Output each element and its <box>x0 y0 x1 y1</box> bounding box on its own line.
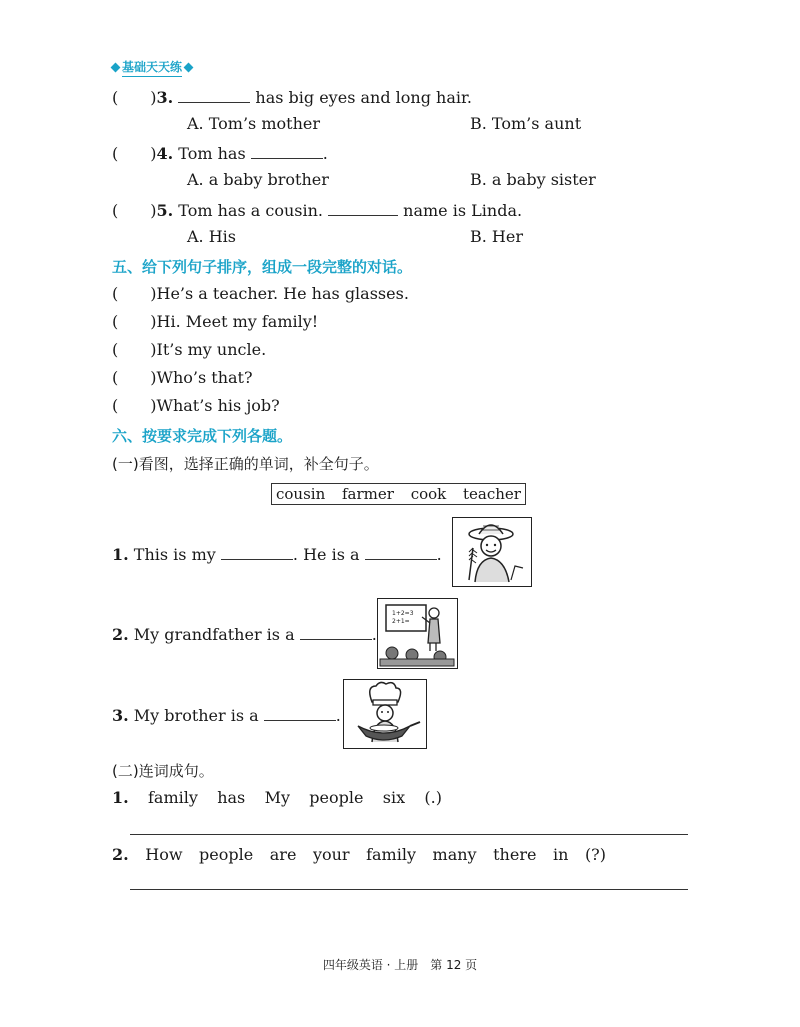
question-number: 4. <box>156 144 174 163</box>
scramble-word: are <box>269 845 297 864</box>
option-b: B. a baby sister <box>470 170 596 189</box>
section-6-title: 六、按要求完成下列各题。 <box>112 427 293 445</box>
scramble-word: family <box>366 845 416 864</box>
question-text: Tom has <box>173 144 251 163</box>
answer-paren[interactable]: ( ) <box>112 201 157 220</box>
dialogue-item <box>112 312 318 332</box>
scramble-sentence-2 <box>112 845 606 865</box>
picture-question-2 <box>112 623 377 645</box>
answer-blank[interactable] <box>178 86 250 103</box>
dialogue-text: Hi. Meet my family! <box>156 312 319 331</box>
scramble-word: many <box>432 845 477 864</box>
diamond-icon <box>184 63 194 73</box>
word-bank-item: farmer <box>342 485 394 503</box>
scramble-word: My <box>264 788 290 807</box>
order-paren[interactable]: ( ) <box>112 284 157 303</box>
answer-blank[interactable] <box>221 543 293 560</box>
question-text: . He is a <box>292 545 365 564</box>
answer-blank[interactable] <box>264 704 336 721</box>
option-a: A. His <box>187 227 237 246</box>
picture-question-3 <box>112 704 341 726</box>
dialogue-text: He’s a teacher. He has glasses. <box>156 284 409 303</box>
word-bank-item: teacher <box>463 485 521 503</box>
question-number: 3. <box>156 88 174 107</box>
diamond-icon <box>111 63 121 73</box>
part-1-title: (一)看图，选择正确的单词，补全句子。 <box>112 455 379 473</box>
scramble-word: How <box>145 845 183 864</box>
order-paren[interactable]: ( ) <box>112 396 157 415</box>
question-number: 1. <box>112 545 129 564</box>
teacher-illustration <box>378 599 456 667</box>
picture-question-1 <box>112 543 442 565</box>
question-5 <box>112 199 522 221</box>
word-bank-item: cousin <box>276 485 326 503</box>
question-text: . <box>335 706 341 725</box>
scramble-word: people <box>199 845 254 864</box>
svg-text:2+1=: 2+1= <box>392 618 410 625</box>
dialogue-text: What’s his job? <box>156 396 280 415</box>
order-paren[interactable]: ( ) <box>112 340 157 359</box>
answer-line[interactable] <box>130 889 688 890</box>
scramble-word: there <box>493 845 537 864</box>
question-number: 1. <box>112 788 129 807</box>
answer-blank[interactable] <box>251 142 323 159</box>
option-b: B. Her <box>470 227 523 246</box>
scramble-word: family <box>148 788 198 807</box>
answer-paren[interactable]: ( ) <box>112 144 157 163</box>
question-3 <box>112 86 472 108</box>
answer-line[interactable] <box>130 834 688 835</box>
question-number: 2. <box>112 625 129 644</box>
order-paren[interactable]: ( ) <box>112 312 157 331</box>
dialogue-item <box>112 368 253 388</box>
question-text: . <box>371 625 377 644</box>
question-text: . <box>436 545 442 564</box>
word-bank-item: cook <box>410 485 447 503</box>
question-text: This is my <box>128 545 221 564</box>
question-text: has big eyes and long hair. <box>250 88 472 107</box>
question-4 <box>112 142 328 164</box>
option-a: A. a baby brother <box>187 170 329 189</box>
svg-text:1+2=3: 1+2=3 <box>392 610 414 617</box>
scramble-word: people <box>309 788 364 807</box>
scramble-word: six <box>382 788 406 807</box>
question-number: 3. <box>112 706 129 725</box>
option-a: A. Tom’s mother <box>187 114 320 133</box>
cook-picture <box>343 679 427 749</box>
word-bank <box>271 483 526 505</box>
section-tag <box>112 58 192 77</box>
page-footer: 四年级英语 · 上册 第 12 页 <box>322 958 478 972</box>
question-text: My grandfather is a <box>128 625 300 644</box>
farmer-picture <box>452 517 532 587</box>
answer-blank[interactable] <box>365 543 437 560</box>
order-paren[interactable]: ( ) <box>112 368 157 387</box>
teacher-picture <box>377 598 458 669</box>
dialogue-item <box>112 340 266 360</box>
farmer-illustration <box>453 518 530 585</box>
option-b: B. Tom’s aunt <box>470 114 582 133</box>
dialogue-text: Who’s that? <box>156 368 253 387</box>
answer-paren[interactable]: ( ) <box>112 88 157 107</box>
scramble-sentence-1 <box>112 788 442 808</box>
section-tag-label: 基础天天练 <box>122 58 182 77</box>
question-number: 5. <box>156 201 174 220</box>
scramble-word: your <box>312 845 350 864</box>
question-number: 2. <box>112 845 129 864</box>
answer-blank[interactable] <box>328 199 398 216</box>
section-5-title: 五、给下列句子排序，组成一段完整的对话。 <box>112 258 413 276</box>
question-text: Tom has a cousin. <box>173 201 329 220</box>
scramble-word: in <box>552 845 569 864</box>
dialogue-item <box>112 284 409 304</box>
question-text: My brother is a <box>128 706 264 725</box>
question-text: . <box>322 144 328 163</box>
answer-blank[interactable] <box>300 623 372 640</box>
question-text: name is Linda. <box>398 201 523 220</box>
cook-illustration <box>344 680 425 747</box>
scramble-word: has <box>217 788 246 807</box>
dialogue-item <box>112 396 280 416</box>
dialogue-text: It’s my uncle. <box>156 340 267 359</box>
scramble-punct: (?) <box>584 845 606 864</box>
part-2-title: (二)连词成句。 <box>112 762 214 780</box>
scramble-punct: (.) <box>424 788 442 807</box>
